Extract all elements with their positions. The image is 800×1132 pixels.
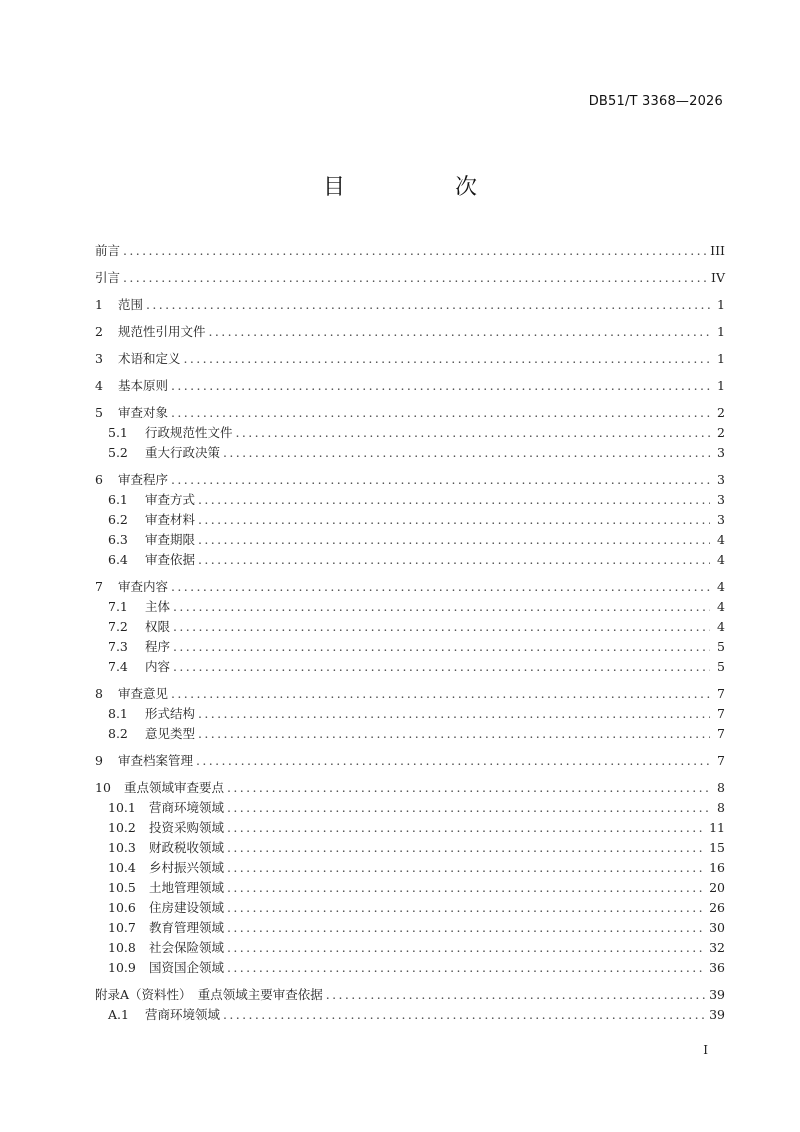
toc-entry-number: 5.2 bbox=[108, 445, 128, 460]
dot-leader bbox=[198, 724, 710, 744]
toc-entry[interactable] bbox=[95, 858, 725, 878]
toc-entry-page: 16 bbox=[709, 860, 725, 875]
toc-entry-page: 36 bbox=[709, 960, 725, 975]
toc-entry-label: 社会保险领域 bbox=[149, 940, 225, 955]
toc-entry[interactable] bbox=[95, 878, 725, 898]
toc-entry-number: 5 bbox=[95, 405, 103, 420]
toc-entry[interactable] bbox=[95, 798, 725, 818]
toc-entry[interactable] bbox=[95, 818, 725, 838]
toc-entry-number: 7.2 bbox=[108, 619, 128, 634]
dot-leader bbox=[198, 550, 710, 570]
toc-entry-page: 5 bbox=[717, 639, 725, 654]
toc-entry-page: 30 bbox=[709, 920, 725, 935]
toc-entry-number: 1 bbox=[95, 297, 103, 312]
toc-entry-page: 1 bbox=[717, 351, 725, 366]
dot-leader bbox=[198, 530, 710, 550]
toc-entry-number: 10.5 bbox=[108, 880, 136, 895]
toc-entry-label: 基本原则 bbox=[118, 378, 169, 393]
toc-entry-number: 7.4 bbox=[108, 659, 128, 674]
toc-entry[interactable] bbox=[95, 295, 725, 315]
toc-entry-number: 7.1 bbox=[108, 599, 128, 614]
dot-leader bbox=[173, 657, 710, 677]
toc-entry[interactable] bbox=[95, 985, 725, 1005]
toc-entry-page: 4 bbox=[717, 599, 725, 614]
toc-entry-label: 审查意见 bbox=[118, 686, 169, 701]
dot-leader bbox=[227, 958, 706, 978]
toc-entry-number: 10.6 bbox=[108, 900, 136, 915]
toc-entry-page: 1 bbox=[717, 297, 725, 312]
toc-entry-label: 规范性引用文件 bbox=[118, 324, 206, 339]
toc-entry[interactable] bbox=[95, 724, 725, 744]
toc-entry-page: 4 bbox=[717, 532, 725, 547]
toc-entry[interactable] bbox=[95, 704, 725, 724]
toc-entry-label: 形式结构 bbox=[145, 706, 196, 721]
toc-entry-label: 范围 bbox=[118, 297, 144, 312]
toc-entry-label: 住房建设领域 bbox=[149, 900, 225, 915]
toc-entry-label: 审查档案管理 bbox=[118, 753, 194, 768]
toc-entry-page: 3 bbox=[717, 512, 725, 527]
toc-entry[interactable] bbox=[95, 577, 725, 597]
toc-entry-page: 4 bbox=[717, 619, 725, 634]
toc-entry-number: 10.3 bbox=[108, 840, 136, 855]
toc-entry-number: 10.9 bbox=[108, 960, 136, 975]
toc-entry-label: 附录A（资料性） 重点领域主要审查依据 bbox=[95, 987, 323, 1002]
toc-entry-page: 5 bbox=[717, 659, 725, 674]
toc-entry[interactable] bbox=[95, 403, 725, 423]
toc-entry-label: 前言 bbox=[95, 243, 121, 258]
toc-entry[interactable] bbox=[95, 838, 725, 858]
dot-leader bbox=[223, 443, 710, 463]
toc-entry-label: 重点领域审查要点 bbox=[124, 780, 225, 795]
dot-leader bbox=[173, 617, 710, 637]
toc-entry[interactable] bbox=[95, 617, 725, 637]
toc-entry-page: 1 bbox=[717, 378, 725, 393]
toc-entry-page: 39 bbox=[709, 987, 725, 1002]
toc-entry-page: 8 bbox=[717, 800, 725, 815]
dot-leader bbox=[223, 1005, 706, 1025]
toc-entry-label: 投资采购领域 bbox=[149, 820, 225, 835]
toc-entry-number: 10.4 bbox=[108, 860, 136, 875]
dot-leader bbox=[198, 490, 710, 510]
toc-entry[interactable] bbox=[95, 443, 725, 463]
toc-entry[interactable] bbox=[95, 349, 725, 369]
dot-leader bbox=[227, 938, 706, 958]
toc-entry-number: 8.2 bbox=[108, 726, 128, 741]
toc-entry-number: 6.4 bbox=[108, 552, 128, 567]
toc-entry-page: III bbox=[710, 243, 725, 258]
toc-entry-label: 程序 bbox=[145, 639, 171, 654]
dot-leader bbox=[227, 858, 706, 878]
table-of-contents bbox=[95, 241, 725, 1025]
toc-entry-number: 9 bbox=[95, 753, 103, 768]
toc-entry-label: 术语和定义 bbox=[118, 351, 181, 366]
toc-entry-page: 8 bbox=[717, 780, 725, 795]
toc-entry-label: 审查依据 bbox=[145, 552, 196, 567]
dot-leader bbox=[146, 295, 710, 315]
dot-leader bbox=[227, 898, 706, 918]
toc-entry-label: 营商环境领域 bbox=[145, 1007, 221, 1022]
toc-entry-page: 3 bbox=[717, 492, 725, 507]
toc-entry[interactable] bbox=[95, 550, 725, 570]
toc-entry-label: 内容 bbox=[145, 659, 171, 674]
toc-entry-number: 5.1 bbox=[108, 425, 128, 440]
toc-entry[interactable] bbox=[95, 898, 725, 918]
dot-leader bbox=[173, 637, 710, 657]
toc-entry-number: 6.2 bbox=[108, 512, 128, 527]
toc-entry[interactable] bbox=[95, 918, 725, 938]
toc-entry-page: 15 bbox=[709, 840, 725, 855]
dot-leader bbox=[227, 918, 706, 938]
dot-leader bbox=[196, 751, 710, 771]
toc-entry-page: 39 bbox=[709, 1007, 725, 1022]
toc-entry-label: 营商环境领域 bbox=[149, 800, 225, 815]
toc-entry-number: 8 bbox=[95, 686, 103, 701]
toc-entry[interactable] bbox=[95, 597, 725, 617]
toc-entry-label: 审查程序 bbox=[118, 472, 169, 487]
toc-entry-label: 教育管理领域 bbox=[149, 920, 225, 935]
toc-entry[interactable] bbox=[95, 376, 725, 396]
toc-entry-page: 26 bbox=[709, 900, 725, 915]
toc-entry-label: 审查材料 bbox=[145, 512, 196, 527]
toc-entry-number: 10.7 bbox=[108, 920, 136, 935]
toc-entry-page: 7 bbox=[717, 726, 725, 741]
toc-entry-number: 7 bbox=[95, 579, 103, 594]
toc-entry-number: 10.1 bbox=[108, 800, 136, 815]
dot-leader bbox=[326, 985, 706, 1005]
toc-entry-page: 7 bbox=[717, 686, 725, 701]
toc-entry-label: 审查方式 bbox=[145, 492, 196, 507]
dot-leader bbox=[198, 704, 710, 724]
toc-entry[interactable] bbox=[95, 490, 725, 510]
dot-leader bbox=[227, 818, 706, 838]
dot-leader bbox=[236, 423, 710, 443]
dot-leader bbox=[184, 349, 710, 369]
dot-leader bbox=[171, 376, 710, 396]
toc-entry-label: 行政规范性文件 bbox=[145, 425, 233, 440]
toc-entry-number: 6 bbox=[95, 472, 103, 487]
toc-entry-label: 土地管理领域 bbox=[149, 880, 225, 895]
toc-entry-page: 3 bbox=[717, 445, 725, 460]
toc-entry-label: 审查对象 bbox=[118, 405, 169, 420]
dot-leader bbox=[171, 403, 710, 423]
toc-entry-label: 乡村振兴领域 bbox=[149, 860, 225, 875]
toc-entry[interactable] bbox=[95, 778, 725, 798]
dot-leader bbox=[171, 684, 710, 704]
toc-entry[interactable] bbox=[95, 241, 725, 261]
toc-entry[interactable] bbox=[95, 657, 725, 677]
toc-entry-number: A.1 bbox=[108, 1007, 129, 1022]
toc-entry-label: 引言 bbox=[95, 270, 121, 285]
toc-entry[interactable] bbox=[95, 510, 725, 530]
toc-entry-number: 4 bbox=[95, 378, 103, 393]
toc-entry-label: 国资国企领域 bbox=[149, 960, 225, 975]
dot-leader bbox=[198, 510, 710, 530]
dot-leader bbox=[227, 798, 710, 818]
toc-entry-number: 7.3 bbox=[108, 639, 128, 654]
dot-leader bbox=[227, 878, 706, 898]
dot-leader bbox=[123, 241, 707, 261]
dot-leader bbox=[209, 322, 710, 342]
toc-entry-number: 10 bbox=[95, 780, 111, 795]
toc-entry[interactable] bbox=[95, 530, 725, 550]
toc-entry-page: 1 bbox=[717, 324, 725, 339]
toc-entry-number: 6.3 bbox=[108, 532, 128, 547]
toc-entry-number: 10.8 bbox=[108, 940, 136, 955]
document-code: DB51/T 3368—2026 bbox=[588, 94, 723, 109]
toc-entry-number: 6.1 bbox=[108, 492, 128, 507]
toc-entry-page: 2 bbox=[717, 405, 725, 420]
toc-entry-page: 11 bbox=[709, 820, 725, 835]
toc-entry-label: 财政税收领域 bbox=[149, 840, 225, 855]
toc-entry-number: 8.1 bbox=[108, 706, 128, 721]
toc-entry-label: 审查内容 bbox=[118, 579, 169, 594]
toc-entry-number: 10.2 bbox=[108, 820, 136, 835]
page-title: 目 次 bbox=[322, 175, 521, 200]
toc-entry-page: 2 bbox=[717, 425, 725, 440]
dot-leader bbox=[227, 778, 710, 798]
toc-entry-number: 3 bbox=[95, 351, 103, 366]
toc-entry-label: 意见类型 bbox=[145, 726, 196, 741]
toc-entry-page: 7 bbox=[717, 753, 725, 768]
toc-entry-page: IV bbox=[711, 270, 725, 285]
toc-entry[interactable] bbox=[95, 684, 725, 704]
toc-entry[interactable] bbox=[95, 470, 725, 490]
footer-page-number: I bbox=[703, 1043, 708, 1057]
toc-entry[interactable] bbox=[95, 637, 725, 657]
toc-entry[interactable] bbox=[95, 268, 725, 288]
dot-leader bbox=[227, 838, 706, 858]
toc-entry[interactable] bbox=[95, 1005, 725, 1025]
toc-entry-label: 重大行政决策 bbox=[145, 445, 221, 460]
toc-entry-label: 主体 bbox=[145, 599, 171, 614]
toc-entry-page: 20 bbox=[709, 880, 725, 895]
toc-entry-number: 2 bbox=[95, 324, 103, 339]
toc-entry-page: 4 bbox=[717, 579, 725, 594]
dot-leader bbox=[123, 268, 708, 288]
toc-entry-page: 3 bbox=[717, 472, 725, 487]
toc-entry-page: 32 bbox=[709, 940, 725, 955]
toc-entry[interactable] bbox=[95, 958, 725, 978]
dot-leader bbox=[171, 577, 710, 597]
toc-entry-page: 7 bbox=[717, 706, 725, 721]
toc-entry-label: 权限 bbox=[145, 619, 171, 634]
dot-leader bbox=[173, 597, 710, 617]
dot-leader bbox=[171, 470, 710, 490]
toc-entry-page: 4 bbox=[717, 552, 725, 567]
toc-entry[interactable] bbox=[95, 938, 725, 958]
toc-entry[interactable] bbox=[95, 423, 725, 443]
toc-entry-label: 审查期限 bbox=[145, 532, 196, 547]
toc-entry[interactable] bbox=[95, 322, 725, 342]
toc-entry[interactable] bbox=[95, 751, 725, 771]
